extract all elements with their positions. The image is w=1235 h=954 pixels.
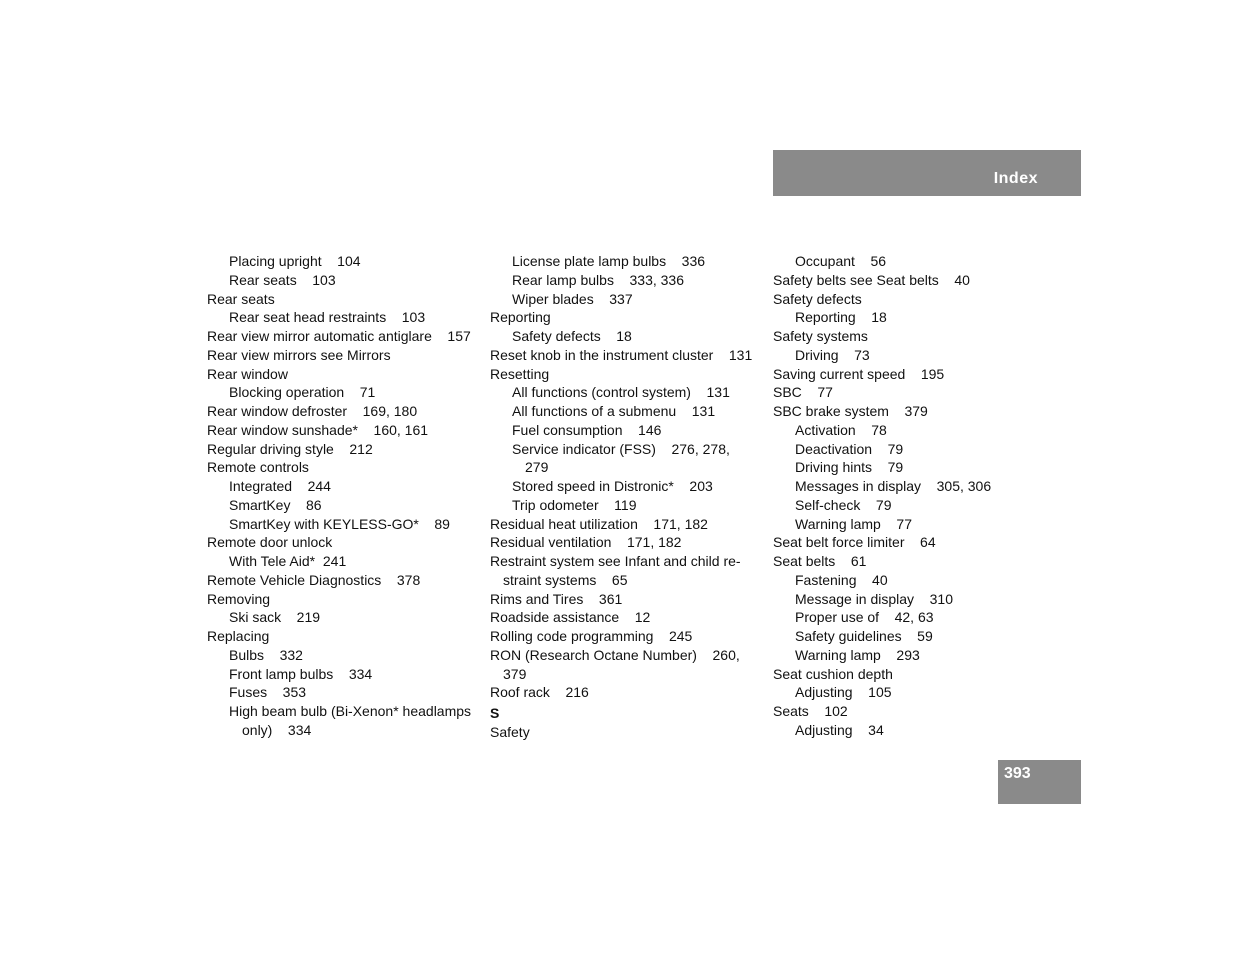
- index-entry: Rear seats 103: [229, 271, 336, 288]
- index-entry: Safety: [490, 723, 530, 740]
- index-entry: Seat cushion depth: [773, 665, 893, 682]
- index-entry: 379: [503, 665, 527, 682]
- index-entry: Safety guidelines 59: [795, 628, 933, 644]
- index-entry: Message in display 310: [795, 590, 953, 607]
- index-entry: SBC brake system 379: [773, 403, 928, 419]
- index-entry: Replacing: [207, 628, 270, 644]
- index-entry: 279: [525, 459, 549, 476]
- index-entry: Activation 78: [795, 421, 887, 438]
- index-entry: Regular driving style 212: [207, 440, 373, 457]
- index-entry: Rims and Tires 361: [490, 590, 623, 607]
- index-header-title: Index: [993, 170, 1038, 187]
- index-entry: Driving 73: [795, 346, 870, 363]
- index-entry: Bulbs 332: [229, 646, 303, 663]
- index-entry: Integrated 244: [229, 478, 331, 494]
- index-entry: Self-check 79: [795, 496, 892, 513]
- page-number: 393: [1004, 765, 1031, 782]
- index-entry: High beam bulb (Bi-Xenon* headlamps: [229, 703, 472, 719]
- index-entry: Seats 102: [773, 703, 848, 719]
- index-letter-heading: S: [490, 705, 500, 721]
- index-entry: Placing upright 104: [229, 253, 361, 269]
- index-entry: Warning lamp 77: [795, 515, 912, 532]
- index-entry: Messages in display 305, 306: [795, 478, 992, 494]
- index-entry: Rear lamp bulbs 333, 336: [512, 271, 684, 288]
- index-entry: Remote Vehicle Diagnostics 378: [207, 571, 421, 588]
- index-entry: Fuel consumption 146: [512, 421, 662, 438]
- index-entry: Fastening 40: [795, 571, 888, 588]
- index-entry: Warning lamp 293: [795, 646, 920, 663]
- index-entry: Residual ventilation 171, 182: [490, 534, 682, 551]
- index-entry: Proper use of 42, 63: [795, 609, 934, 626]
- index-entry: RON (Research Octane Number) 260,: [490, 646, 740, 663]
- index-entry: only) 334: [242, 721, 312, 738]
- index-entry: Service indicator (FSS) 276, 278,: [512, 440, 730, 457]
- index-entry: License plate lamp bulbs 336: [512, 253, 706, 269]
- index-entry: Seat belt force limiter 64: [773, 534, 936, 551]
- index-entry: Rolling code programming 245: [490, 628, 693, 644]
- index-entry: SmartKey 86: [229, 496, 322, 513]
- index-entry: Safety systems: [773, 328, 868, 344]
- index-column-3: [773, 252, 1048, 740]
- index-entry: Rear window defroster 169, 180: [207, 403, 418, 419]
- index-entry: Rear view mirror automatic antiglare 157: [207, 328, 471, 344]
- index-entry: Deactivation 79: [795, 440, 904, 457]
- index-entry: Safety belts see Seat belts 40: [773, 271, 970, 288]
- index-entry: Trip odometer 119: [512, 496, 637, 513]
- index-entry: Blocking operation 71: [229, 384, 376, 401]
- index-entry: Safety defects: [773, 290, 862, 307]
- index-entry: Reporting 18: [795, 309, 887, 326]
- index-entry: Remote door unlock: [207, 534, 333, 551]
- index-entry: With Tele Aid* 241: [229, 553, 347, 569]
- index-entry: Adjusting 34: [795, 721, 884, 738]
- index-entry: All functions (control system) 131: [512, 384, 730, 401]
- index-column-1: [207, 252, 482, 740]
- index-entry: Residual heat utilization 171, 182: [490, 515, 708, 532]
- index-entry: Occupant 56: [795, 253, 887, 269]
- page-number-tab: [998, 760, 1081, 804]
- index-header-tab: [773, 150, 1081, 196]
- index-column-2: [490, 252, 765, 742]
- index-entry: SBC 77: [773, 384, 833, 401]
- index-entry: Seat belts 61: [773, 553, 867, 569]
- index-entry: Rear window sunshade* 160, 161: [207, 421, 429, 438]
- index-entry: SmartKey with KEYLESS-GO* 89: [229, 515, 450, 532]
- index-entry: straint systems 65: [503, 571, 628, 588]
- index-entry: Roadside assistance 12: [490, 609, 651, 626]
- index-entry: Resetting: [490, 365, 550, 382]
- index-entry: Rear view mirrors see Mirrors: [207, 346, 391, 363]
- index-entry: Front lamp bulbs 334: [229, 665, 373, 682]
- index-entry: Reporting: [490, 309, 551, 326]
- index-entry: Ski sack 219: [229, 609, 321, 626]
- index-entry: Roof rack 216: [490, 684, 589, 701]
- index-entry: Reset knob in the instrument cluster 131: [490, 346, 753, 363]
- index-entry: Driving hints 79: [795, 459, 904, 476]
- index-entry: All functions of a submenu 131: [512, 403, 716, 419]
- index-entry: Wiper blades 337: [512, 290, 633, 307]
- index-entry: Remote controls: [207, 459, 309, 476]
- index-entry: Restraint system see Infant and child re-: [490, 553, 741, 569]
- index-entry: Rear seat head restraints 103: [229, 309, 426, 326]
- index-entry: Adjusting 105: [795, 684, 892, 701]
- index-entry: Safety defects 18: [512, 328, 632, 344]
- index-entry: Fuses 353: [229, 684, 307, 701]
- index-entry: Rear window: [207, 365, 288, 382]
- index-entry: Rear seats: [207, 290, 275, 307]
- index-entry: Stored speed in Distronic* 203: [512, 478, 713, 494]
- index-entry: Saving current speed 195: [773, 365, 945, 382]
- index-entry: Removing: [207, 590, 271, 607]
